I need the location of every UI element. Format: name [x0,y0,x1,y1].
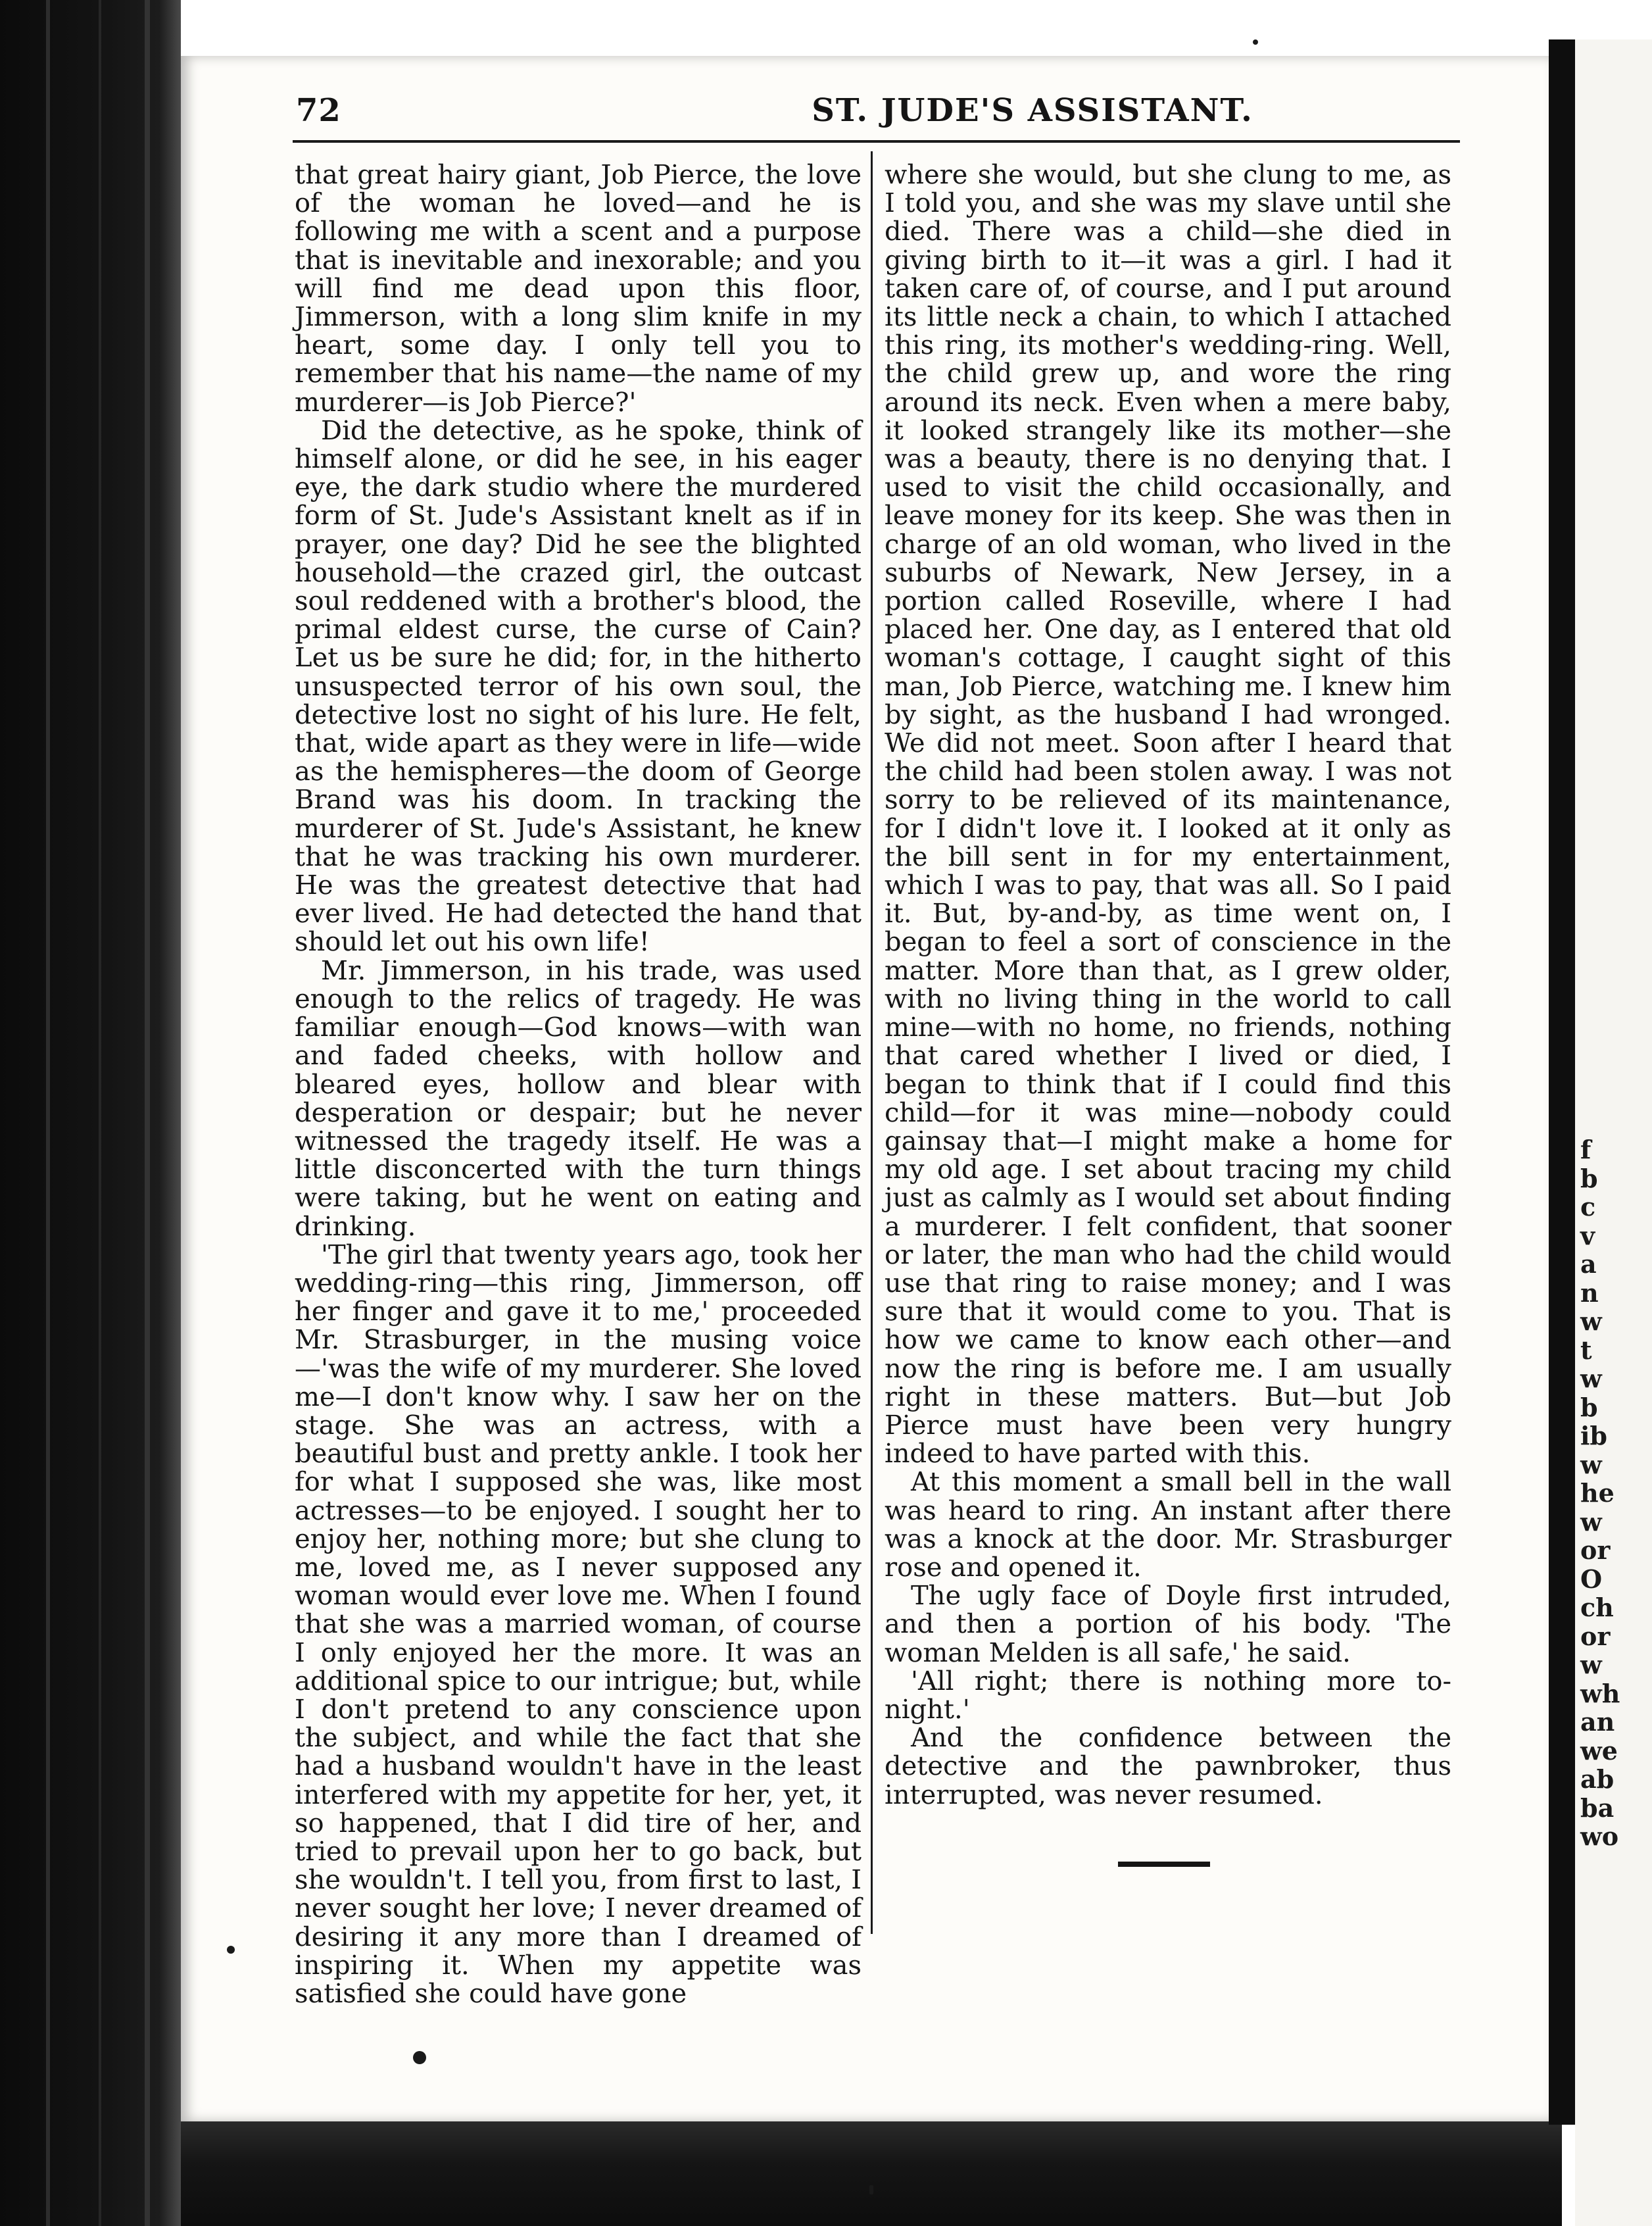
adjacent-page-fragment: ib [1580,1421,1608,1450]
right-column [885,161,1451,1810]
page-bottom-shadow [181,2121,1562,2226]
adjacent-page-fragment: b [1580,1163,1598,1193]
page-gutter [1549,39,1575,2125]
paragraph: And the confidence between the detective and the pawnbroker, thus interrupted, was never resumed. [885,1723,1451,1810]
adjacent-page-fragment: f [1580,1135,1591,1164]
paragraph: The ugly face of Doyle first intruded, and then a portion of his body. 'The woman Melden is all safe,' he said. [885,1581,1451,1668]
ink-speck [413,2051,426,2064]
paragraph: 'The girl that twenty years ago, took her wedding-ring—this ring, Jimmerson, off her finger and gave it to me,' proceeded Mr. Strasburger, in the musing voice—'was the wife of my murderer. She loved me—I don't know why. I saw her on the stage. She was an actress, with a beautiful bust and pretty ankle. I took her for what I supposed she was, like most actresses—to be enjoyed. I sought her to enjoy her, nothing more; but she clung to me, loved me, as I never supposed any woman would ever love me. When I found that she was a married woman, of course I only enjoyed her the more. It was an additional spice to our intrigue; but, while I don't pretend to any conscience upon the subject, and while the fact that she had a husband wouldn't have in the least interfered with my appetite for her, yet, it so happened, that I did tire of her, and tried to prevail upon her to go back, but she wouldn't. I tell you, from first to last, I never sought her love; I never dreamed of desiring it any more than I dreamed of inspiring it. When my appetite was satisfied she could have gone [295,1239,862,2009]
adjacent-page-fragment: wh [1580,1678,1620,1708]
adjacent-page-fragment: or [1580,1621,1611,1651]
adjacent-page-fragment: ab [1580,1764,1615,1794]
adjacent-page-fragment: w [1580,1650,1602,1679]
adjacent-page [1575,39,1652,2226]
adjacent-page-fragment: he [1580,1478,1615,1508]
left-column [295,161,862,2008]
ink-speck [1253,39,1258,45]
binding-streak [99,0,101,2226]
paragraph: At this moment a small bell in the wall was heard to ring. An instant after there was a knock at the door. Mr. Strasburger rose and opened it. [885,1467,1451,1583]
paragraph: 'All right; there is nothing more to-night.' [885,1666,1451,1725]
paragraph: where she would, but she clung to me, as I told you, and she was my slave until she died. There was a child—she died in giving birth to it—it was a girl. I had it taken care of, of course, and I put around its little neck a chain, to which I attached this ring, its mother's wedding-ring. Well, the child grew up, and wore the ring around its neck. Even when a mere baby, it looked strangely like its mother—she was a beauty, there is no denying that. I used to visit the child occasionally, and leave money for its keep. She was then in charge of an old woman, who lived in the suburbs of Newark, New Jersey, in a portion called Roseville, where I had placed her. One day, as I entered that old woman's cottage, I caught sight of this man, Job Pierce, watching me. I knew him by sight, as the husband I had wronged. We did not meet. Soon after I heard that the child had been stolen away. I was not sorry to be relieved of its maintenance, for I didn't love it. I looked at it only as the bill sent in for my entertainment, which I was to pay, that was all. So I paid it. But, by-and-by, as time went on, I began to feel a sort of conscience in the matter. More than that, as I grew older, with no living thing in the world to call mine—with no home, no friends, nothing that cared whether I lived or died, I began to think that if I could find this child—for it was mine—nobody could gainsay that—I might make a home for my old age. I set about tracing my child just as calmly as I would set about finding a murderer. I felt confident, that sooner or later, the man who had the child would use that ring to raise money; and I was sure that it would come to you. That is how we came to know each other—and now the ring is before me. I am usually right in these matters. But—but Job Pierce must have been very hungry indeed to have parted with this. [885,160,1451,1470]
paragraph: that great hairy giant, Job Pierce, the love of the woman he loved—and he is following me with a scent and a purpose that is inevitable and inexorable; and you will find me dead upon this floor, Jimmerson, with a long slim knife in my heart, some day. I only tell you to remember that his name—the name of my murderer—is Job Pierce?' [295,160,862,418]
section-end-rule [1118,1862,1210,1867]
adjacent-page-fragment: v [1580,1220,1595,1250]
adjacent-page-fragment: c [1580,1192,1596,1222]
ink-speck [227,1946,235,1954]
adjacent-page-fragment: w [1580,1506,1602,1537]
running-title: ST. JUDE'S ASSISTANT. [812,92,1253,129]
adjacent-page-fragment: or [1580,1535,1611,1565]
adjacent-page-fragment: b [1580,1392,1598,1422]
adjacent-page-fragment: wo [1580,1821,1619,1851]
adjacent-page-fragment: t [1580,1335,1592,1365]
adjacent-page-fragment: w [1580,1364,1602,1393]
adjacent-page-fragment: n [1580,1277,1599,1308]
page-number: 72 [296,92,341,129]
paragraph: Did the detective, as he spoke, think of himself alone, or did he see, in his eager eye, the dark studio where the murdered form of St. Jude's Assistant knelt as if in prayer, one day? Did he see the blighted household—the crazed girl, the outcast soul reddened with a brother's blood, the primal eldest curse, the curse of Cain? Let us be sure he did; for, in the hitherto unsuspected terror of his own soul, the detective lost no sight of his lure. He felt, that, wide apart as they were in life—wide as the hemispheres—the doom of George Brand was his doom. In tracking the murderer of St. Jude's Assistant, he knew that he was tracking his own murderer. He was the greatest detective that had ever lived. He had detected the hand that should let out his own life! [295,415,862,958]
header-rule [293,140,1460,143]
binding-streak [145,0,150,2226]
adjacent-page-fragment: an [1580,1707,1615,1737]
adjacent-page-fragment: w [1580,1306,1602,1336]
binding-streak [46,0,50,2226]
adjacent-page-fragment: we [1580,1735,1618,1766]
adjacent-page-fragment: w [1580,1449,1602,1479]
ink-speck [869,2185,873,2194]
adjacent-page-fragment: O [1580,1564,1603,1594]
book-binding [0,0,181,2226]
adjacent-page-fragment: ch [1580,1593,1614,1622]
running-head [296,92,1480,132]
adjacent-page-fragment: a [1580,1249,1597,1279]
adjacent-page-fragment: ba [1580,1793,1615,1823]
column-divider [871,151,873,1934]
paragraph: Mr. Jimmerson, in his trade, was used enough to the relics of tragedy. He was familiar enough—God knows—with wan and faded cheeks, with hollow and bleared eyes, hollow and blear with desperation or despair; but he never witnessed the tragedy itself. He was a little disconcerted with the turn things were taking, but he went on eating and drinking. [295,955,862,1242]
